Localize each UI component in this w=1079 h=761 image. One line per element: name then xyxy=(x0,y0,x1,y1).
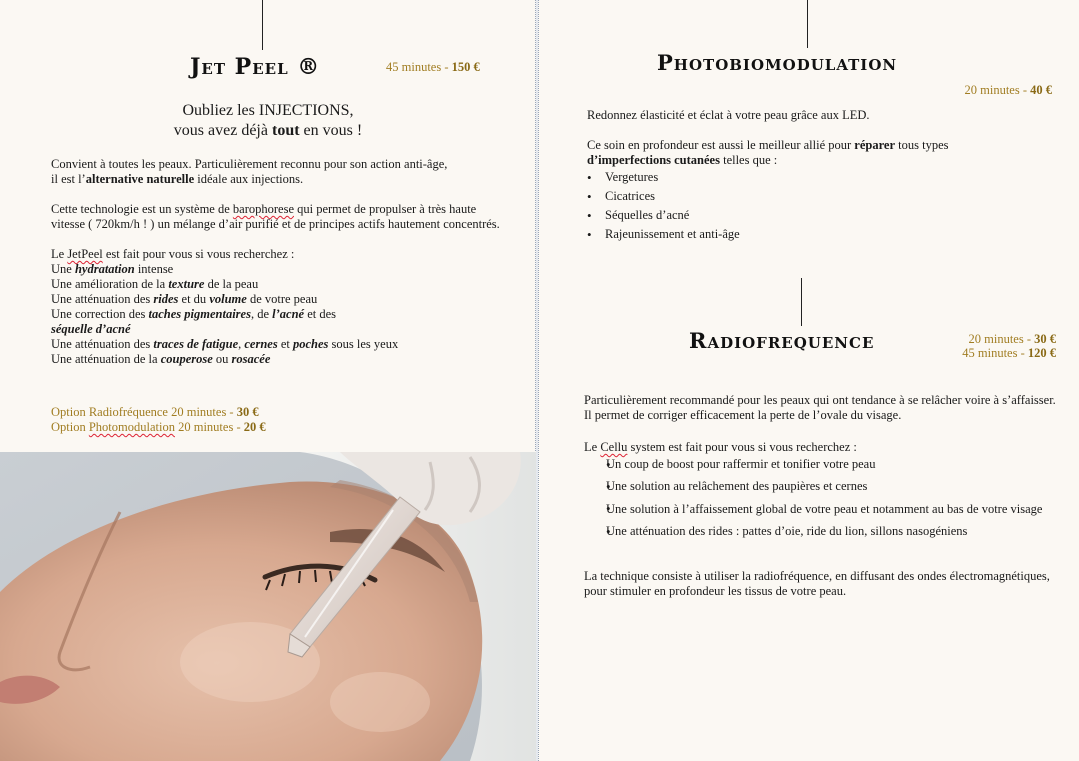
list-item: • Une solution au relâchement des paupières et cernes xyxy=(584,479,1056,494)
price-duration: 45 minutes - xyxy=(386,60,452,74)
title-divider-line xyxy=(801,278,802,326)
radio-list-intro: Le Cellu system est fait pour vous si vous recherchez : xyxy=(584,440,857,454)
list-item: • Cicatrices xyxy=(587,187,1047,206)
list-item: Une hydratation intense xyxy=(51,262,174,276)
photobio-bullet-list xyxy=(587,168,1047,244)
jetpeel-title: Jet Peel ® xyxy=(190,54,321,80)
photobio-intro: Redonnez élasticité et éclat à votre peau grâce aux LED. xyxy=(587,108,870,122)
jetpeel-tagline xyxy=(0,101,536,141)
list-item: • Rajeunissement et anti-âge xyxy=(587,225,1047,244)
photobio-title: Photobiomodulation xyxy=(657,50,898,75)
radio-conclusion: La technique consiste à utiliser la radiofréquence, en diffusant des ondes électromagnétiques, pour stimuler en profondeur les tissus de votre peau. xyxy=(584,569,1050,598)
list-item: Une atténuation des rides et du volume de votre peau xyxy=(51,292,318,306)
option-radiofrequence: Option Radiofréquence 20 minutes - 30 € xyxy=(51,405,259,419)
price-value: 150 € xyxy=(451,60,480,74)
jetpeel-price xyxy=(386,60,480,75)
left-page xyxy=(0,0,536,761)
list-item: Une amélioration de la texture de la peau xyxy=(51,277,259,291)
jetpeel-body xyxy=(51,157,509,367)
jetpeel-paragraph-2: Cette technologie est un système de barophorese qui permet de propulser à très haute vitesse ( 720km/h ! ) un mélange d’air purifié et de principes actifs hautement concentrés. xyxy=(51,202,500,231)
title-divider-line xyxy=(807,0,808,48)
list-item: • Une atténuation des rides : pattes d’oie, ride du lion, sillons nasogéniens xyxy=(584,524,1056,539)
list-item: Une correction des taches pigmentaires, de l’acné et des séquelle d’acné xyxy=(51,307,337,336)
list-item: • Une solution à l’affaissement global de votre peau et notamment au bas de votre visage xyxy=(584,501,1056,517)
facial-treatment-photo xyxy=(0,452,536,761)
radio-price: 20 minutes - 30 € 45 minutes - 120 € xyxy=(962,332,1056,360)
title-divider-line xyxy=(262,0,263,50)
right-page xyxy=(538,0,1079,761)
treatment-illustration xyxy=(0,452,536,761)
photobio-paragraph-2: Ce soin en profondeur est aussi le meilleur allié pour réparer tous types d’imperfections cutanées telles que : xyxy=(587,138,949,167)
jetpeel-paragraph-1: Convient à toutes les peaux. Particulièrement reconnu pour son action anti-âge, il est l’alternative naturelle idéale aux injections. xyxy=(51,157,448,186)
list-item: • Séquelles d’acné xyxy=(587,206,1047,225)
tagline-line-2: vous avez déjà tout en vous ! xyxy=(173,122,363,139)
list-item: Une atténuation de la couperose ou rosacée xyxy=(51,352,271,366)
radio-title: Radiofrequence xyxy=(689,328,875,353)
photobio-body xyxy=(587,108,1047,244)
radio-bullet-list xyxy=(584,457,1056,539)
jetpeel-list xyxy=(51,247,509,367)
option-photomodulation: Option Photomodulation 20 minutes - 20 € xyxy=(51,420,266,434)
radio-body xyxy=(584,393,1056,599)
jetpeel-list-intro: Le JetPeel est fait pour vous si vous recherchez : xyxy=(51,247,295,261)
jetpeel-options xyxy=(51,405,266,435)
tagline-line-1: Oubliez les INJECTIONS, xyxy=(182,102,354,119)
radio-intro: Particulièrement recommandé pour les peaux qui ont tendance à se relâcher voire à s’affaisser. Il permet de corriger efficacement la perte de l’ovale du visage. xyxy=(584,393,1056,422)
list-item: Une atténuation des traces de fatigue, cernes et poches sous les yeux xyxy=(51,337,399,351)
list-item: • Un coup de boost pour raffermir et tonifier votre peau xyxy=(584,457,1056,472)
photobio-price: 20 minutes - 40 € xyxy=(964,83,1052,97)
list-item: • Vergetures xyxy=(587,168,1047,187)
